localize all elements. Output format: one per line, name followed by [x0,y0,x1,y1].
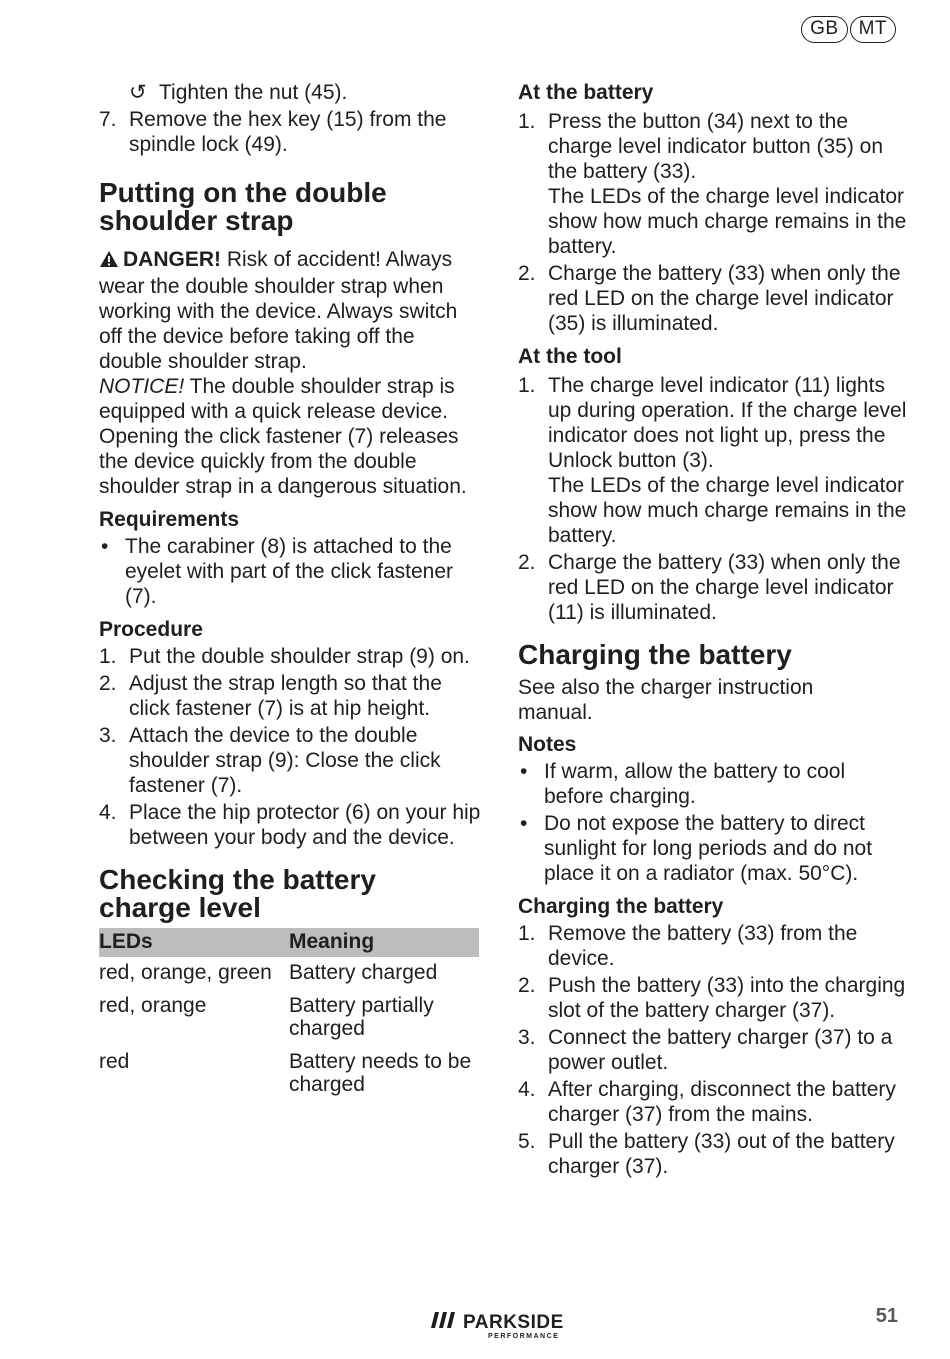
step-number: 4. [518,1078,536,1101]
column-header-meaning: Meaning [289,928,479,957]
list-item [99,723,481,798]
step-text: After charging, disconnect the battery charger (37) from the mains. [548,1078,896,1126]
step-text: Charge the battery (33) when only the red LED on the charge level indicator (11) is illuminated. [548,551,901,624]
list-item [518,759,908,809]
step-number: 3. [518,1026,536,1049]
notice-paragraph [99,374,481,499]
battery-steps-list [518,109,908,336]
step-number: 3. [99,724,117,747]
step-result-text: The LEDs of the charge level indicator show how much charge remains in the battery. [548,185,907,258]
at-the-tool-heading: At the tool [518,345,622,368]
tighten-text: Tighten the nut (45). [159,81,348,104]
step-text: Put the double shoulder strap (9) on. [129,645,470,668]
step-result-text: The LEDs of the charge level indicator show how much charge remains in the battery. [548,474,907,547]
list-item [99,671,481,721]
step-text: Attach the device to the double shoulder strap (9): Close the click fastener (7). [129,724,441,797]
step-number: 1. [518,374,536,397]
bullet: • [101,535,109,558]
notice-text: The double shoulder strap is equipped with a quick release device. Opening the click fastener (7) releases the device quickly from the double shoulder strap in a dangerous situation. [99,375,467,498]
step-number: 1. [518,922,536,945]
list-item [99,107,481,157]
bullet: • [520,812,528,835]
parkside-logo [431,1312,564,1341]
danger-paragraph [99,247,481,374]
procedure-heading: Procedure [99,618,203,641]
notice-label: NOTICE! [99,375,185,398]
list-item [518,1129,908,1179]
table-row [99,1046,479,1102]
procedure-list [99,644,481,850]
step-text: Push the battery (33) into the charging slot of the battery charger (37). [548,974,906,1022]
right-column [518,80,908,1179]
requirements-heading: Requirements [99,508,240,531]
brand-subtitle: PERFORMANCE [488,1333,560,1340]
step-text: The charge level indicator (11) lights up during operation. If the charge level indicator does not light up, press the Unlock button (3). [548,374,907,472]
step-text: Charge the battery (33) when only the red LED on the charge level indicator (35) is illuminated. [548,262,901,335]
step-number: 2. [99,672,117,695]
step-number: 2. [518,262,536,285]
tool-steps-list [518,373,908,625]
table-cell: Battery needs to be charged [289,1050,472,1096]
step-text: Remove the hex key (15) from the spindle lock (49). [129,108,447,156]
step-text: Remove the battery (33) from the device. [548,922,858,970]
step-text: Connect the battery charger (37) to a power outlet. [548,1026,893,1074]
section-heading-shoulder-strap: Putting on the double shoulder strap [99,177,387,236]
notes-list [518,759,908,886]
charging-steps-list [518,921,908,1179]
list-item [99,800,481,850]
step-number: 1. [518,110,536,133]
step-number: 4. [99,801,117,824]
lang-badge-gb: GB [801,16,847,43]
table-cell: red, orange [99,994,207,1017]
table-row [99,990,479,1046]
list-item-text: If warm, allow the battery to cool before charging. [544,760,846,808]
list-item [518,973,908,1023]
list-item [518,1025,908,1075]
charging-intro: See also the charger instruction manual. [518,676,814,724]
section-heading-check-charge: Checking the battery charge level [99,864,376,923]
at-the-battery-heading: At the battery [518,81,654,104]
notes-heading: Notes [518,733,577,756]
table-cell: red [99,1050,130,1073]
list-item [99,534,481,609]
list-item [99,644,481,669]
table-row [99,957,479,990]
danger-label: DANGER! [123,248,221,271]
list-item [518,550,908,625]
danger-text: Risk of accident! Always wear the double shoulder strap when working with the device. Always switch off the device before taking off the double shoulder strap. [99,248,458,373]
step-text: Place the hip protector (6) on your hip between your body and the device. [129,801,481,849]
step-number: 7. [99,108,117,131]
table-cell: Battery partially charged [289,994,434,1040]
step-text: Pull the battery (33) out of the battery charger (37). [548,1130,895,1178]
step-text: Adjust the strap length so that the click fastener (7) is at hip height. [129,672,442,720]
bullet: • [520,760,528,783]
requirements-list [99,534,481,609]
list-item-text: Do not expose the battery to direct sunlight for long periods and do not place it on a radiator (max. 50°C). [544,812,873,885]
column-header-leds: LEDs [99,928,289,957]
charge-level-table [99,928,479,1102]
list-item-text: The carabiner (8) is attached to the eyelet with part of the click fastener (7). [125,535,453,608]
language-badges [801,16,896,43]
list-item [518,921,908,971]
list-item [518,1077,908,1127]
charging-sub-heading: Charging the battery [518,895,724,918]
step-text: Press the button (34) next to the charge level indicator button (35) on the battery (33). [548,110,884,183]
list-item [518,109,908,259]
list-item [518,373,908,548]
step-number: 2. [518,551,536,574]
table-cell: Battery charged [289,961,438,984]
list-item [518,261,908,336]
table-header-row [99,928,479,957]
list-item [518,811,908,886]
step-number: 1. [99,645,117,668]
left-column [99,80,481,1102]
logo-stripes-icon [431,1312,457,1333]
section-heading-charging: Charging the battery [518,639,792,670]
warning-triangle-icon [99,249,119,274]
rotate-icon: ↺ [129,81,147,104]
table-cell: red, orange, green [99,961,272,984]
step-number: 2. [518,974,536,997]
page-number: 51 [875,1305,898,1327]
lang-badge-mt: MT [850,16,896,43]
tighten-step [99,80,481,105]
brand-name: PARKSIDE [463,1311,564,1333]
step-number: 5. [518,1130,536,1153]
